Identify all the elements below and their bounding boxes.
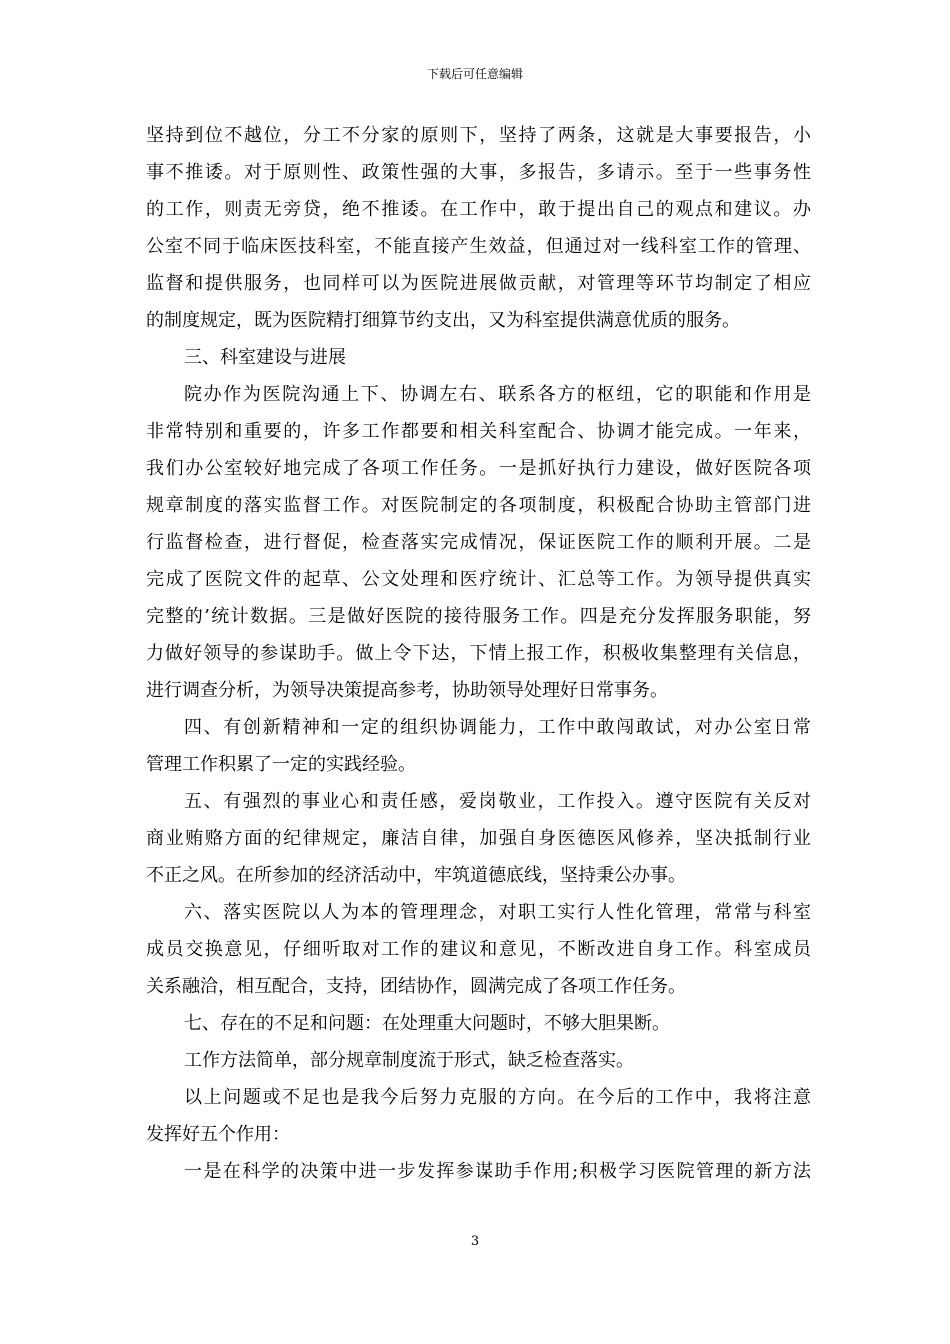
text-line: 力做好领导的参谋助手。做上令下达，下情上报工作，积极收集整理有关信息， [146, 643, 811, 664]
text-line: 发挥好五个作用： [146, 1124, 290, 1145]
text-line: 我们办公室较好地完成了各项工作任务。一是抓好执行力建设，做好医院各项 [146, 458, 811, 479]
text-line: 的制度规定，既为医院精打细算节约支出，又为科室提供满意优质的服务。 [146, 310, 740, 331]
text-line: 管理工作积累了一定的实践经验。 [146, 754, 416, 775]
text-line: 完整的’统计数据。三是做好医院的接待服务工作。四是充分发挥服务职能，努 [146, 606, 811, 627]
text-line: 的工作，则责无旁贷，绝不推诿。在工作中，敢于提出自己的观点和建议。办 [146, 199, 811, 220]
text-line: 关系融洽，相互配合，支持，团结协作，圆满完成了各项工作任务。 [146, 976, 686, 997]
text-line: 以上问题或不足也是我今后努力克服的方向。在今后的工作中，我将注意 [184, 1087, 811, 1108]
section-heading: 三、科室建设与进展 [184, 347, 346, 368]
text-line: 不正之风。在所参加的经济活动中，牢筑道德底线，坚持秉公办事。 [146, 865, 686, 886]
text-line: 四、有创新精神和一定的组织协调能力，工作中敢闯敢试，对办公室日常 [184, 717, 811, 738]
text-line: 成员交换意见，仔细听取对工作的建议和意见，不断改进自身工作。科室成员 [146, 939, 811, 960]
text-line: 商业贿赂方面的纪律规定，廉洁自律，加强自身医德医风修养，坚决抵制行业 [146, 828, 811, 849]
text-line: 行监督检查，进行督促，检查落实完成情况，保证医院工作的顺利开展。二是 [146, 532, 811, 553]
text-line: 事不推诿。对于原则性、政策性强的大事，多报告，多请示。至于一些事务性 [146, 162, 811, 183]
text-line: 工作方法简单，部分规章制度流于形式，缺乏检查落实。 [184, 1050, 634, 1071]
text-line: 监督和提供服务，也同样可以为医院进展做贡献，对管理等环节均制定了相应 [146, 273, 811, 294]
text-line: 五、有强烈的事业心和责任感，爱岗敬业，工作投入。遵守医院有关反对 [184, 791, 811, 812]
text-line: 七、存在的不足和问题：在处理重大问题时，不够大胆果断。 [184, 1013, 670, 1034]
text-line: 公室不同于临床医技科室，不能直接产生效益，但通过对一线科室工作的管理、 [146, 236, 811, 257]
text-line: 一是在科学的决策中进一步发挥参谋助手作用;积极学习医院管理的新方法 [184, 1161, 811, 1182]
text-line: 六、落实医院以人为本的管理理念，对职工实行人性化管理，常常与科室 [184, 902, 811, 923]
document-body [146, 117, 811, 1190]
text-line: 规章制度的落实监督工作。对医院制定的各项制度，积极配合协助主管部门进 [146, 495, 811, 516]
page-header: 下载后可任意编辑 [426, 67, 523, 81]
text-line: 非常特别和重要的，许多工作都要和相关科室配合、协调才能完成。一年来， [146, 421, 811, 442]
text-line: 进行调查分析，为领导决策提高参考，协助领导处理好日常事务。 [146, 680, 668, 701]
text-line: 完成了医院文件的起草、公文处理和医疗统计、汇总等工作。为领导提供真实 [146, 569, 811, 590]
page-number: 3 [470, 1234, 480, 1249]
text-line: 院办作为医院沟通上下、协调左右、联系各方的枢纽，它的职能和作用是 [184, 384, 811, 405]
text-line: 坚持到位不越位，分工不分家的原则下，坚持了两条，这就是大事要报告，小 [146, 125, 811, 146]
